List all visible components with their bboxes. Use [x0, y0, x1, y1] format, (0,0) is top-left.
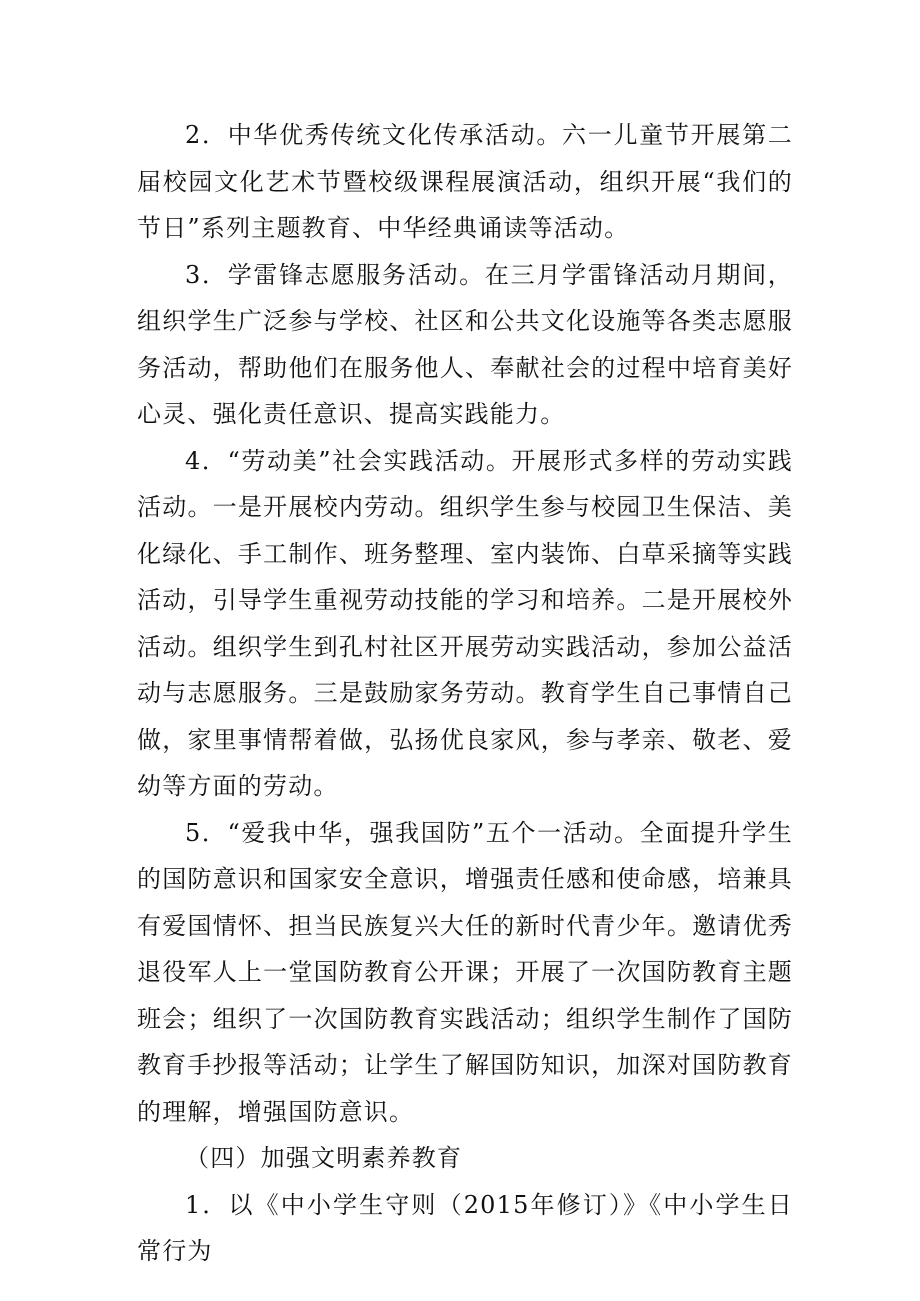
paragraph-last: 1．以《中小学生守则（2015年修订）》《中小学生日常行为 [137, 1190, 793, 1265]
paragraph-item-3: 3．学雷锋志愿服务活动。在三月学雷锋活动月期间，组织学生广泛参与学校、社区和公共文化设施等各类志愿服务活动，帮助他们在服务他人、奉献社会的过程中培育美好心灵、强化责任意识、提高实践能力。 [137, 260, 793, 428]
section-heading: （四）加强文明素养教育 [185, 1144, 463, 1172]
paragraph-item-4: 4．“劳动美”社会实践活动。开展形式多样的劳动实践活动。一是开展校内劳动。组织学生参与校园卫生保洁、美化绿化、手工制作、班务整理、室内装饰、白草采摘等实践活动，引导学生重视劳动技能的学习和培养。二是开展校外活动。组织学生到孔村社区开展劳动实践活动，参加公益活动与志愿服务。三是鼓励家务劳动。教育学生自己事情自己做，家里事情帮着做，弘扬优良家风，参与孝亲、敬老、爱幼等方面的劳动。 [137, 446, 793, 800]
paragraph-item-5: 5．“爱我中华，强我国防”五个一活动。全面提升学生的国防意识和国家安全意识，增强责任感和使命感，培兼具有爱国情怀、担当民族复兴大任的新时代青少年。邀请优秀退役军人上一堂国防教育公开课；开展了一次国防教育主题班会；组织了一次国防教育实践活动；组织学生制作了国防教育手抄报等活动；让学生了解国防知识，加深对国防教育的理解，增强国防意识。 [137, 818, 793, 1126]
paragraph-item-2: 2．中华优秀传统文化传承活动。六一儿童节开展第二届校园文化艺术节暨校级课程展演活动，组织开展“我们的节日”系列主题教育、中华经典诵读等活动。 [137, 121, 793, 242]
document-body [137, 112, 793, 1275]
